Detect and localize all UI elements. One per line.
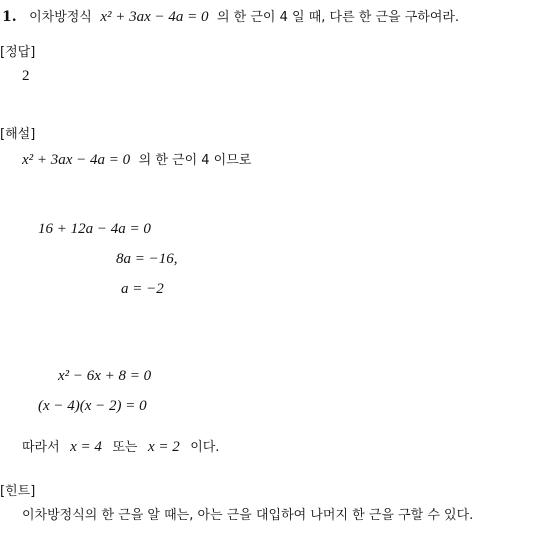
question-number: 1. bbox=[2, 9, 17, 25]
hint-label: [힌트] bbox=[0, 484, 36, 499]
answer-label: [정답] bbox=[0, 45, 36, 60]
step1-line1: 16 + 12a − 4a = 0 bbox=[38, 221, 151, 237]
question-equation: x² + 3ax − 4a = 0 bbox=[100, 9, 209, 25]
question-text-a: 이차방정식 bbox=[29, 10, 92, 25]
conclusion-text-a: 따라서 bbox=[22, 440, 60, 455]
step1-line3: a = −2 bbox=[121, 281, 164, 297]
question-line bbox=[2, 8, 459, 27]
conclusion-line bbox=[22, 438, 219, 457]
conclusion-text-c: 이다. bbox=[190, 440, 220, 455]
conclusion-math-a: x = 4 bbox=[70, 439, 102, 455]
step1-line2: 8a = −16, bbox=[116, 251, 178, 267]
explanation-label: [해설] bbox=[0, 127, 36, 142]
question-text-b: 의 한 근이 4 일 때, 다른 한 근을 구하여라. bbox=[216, 10, 460, 25]
step2-line2: (x − 4)(x − 2) = 0 bbox=[38, 398, 147, 414]
conclusion-text-b: 또는 bbox=[112, 440, 138, 455]
conclusion-math-b: x = 2 bbox=[147, 439, 180, 455]
explanation-intro-equation: x² + 3ax − 4a = 0 bbox=[22, 152, 131, 168]
explanation-intro bbox=[22, 151, 251, 170]
hint-text: 이차방정식의 한 근을 알 때는, 아는 근을 대입하여 나머지 한 근을 구할 수 있다. bbox=[22, 508, 474, 523]
answer-value: 2 bbox=[22, 68, 30, 84]
explanation-intro-text: 의 한 근이 4 이므로 bbox=[138, 153, 252, 168]
step2-line1: x² − 6x + 8 = 0 bbox=[58, 368, 152, 384]
